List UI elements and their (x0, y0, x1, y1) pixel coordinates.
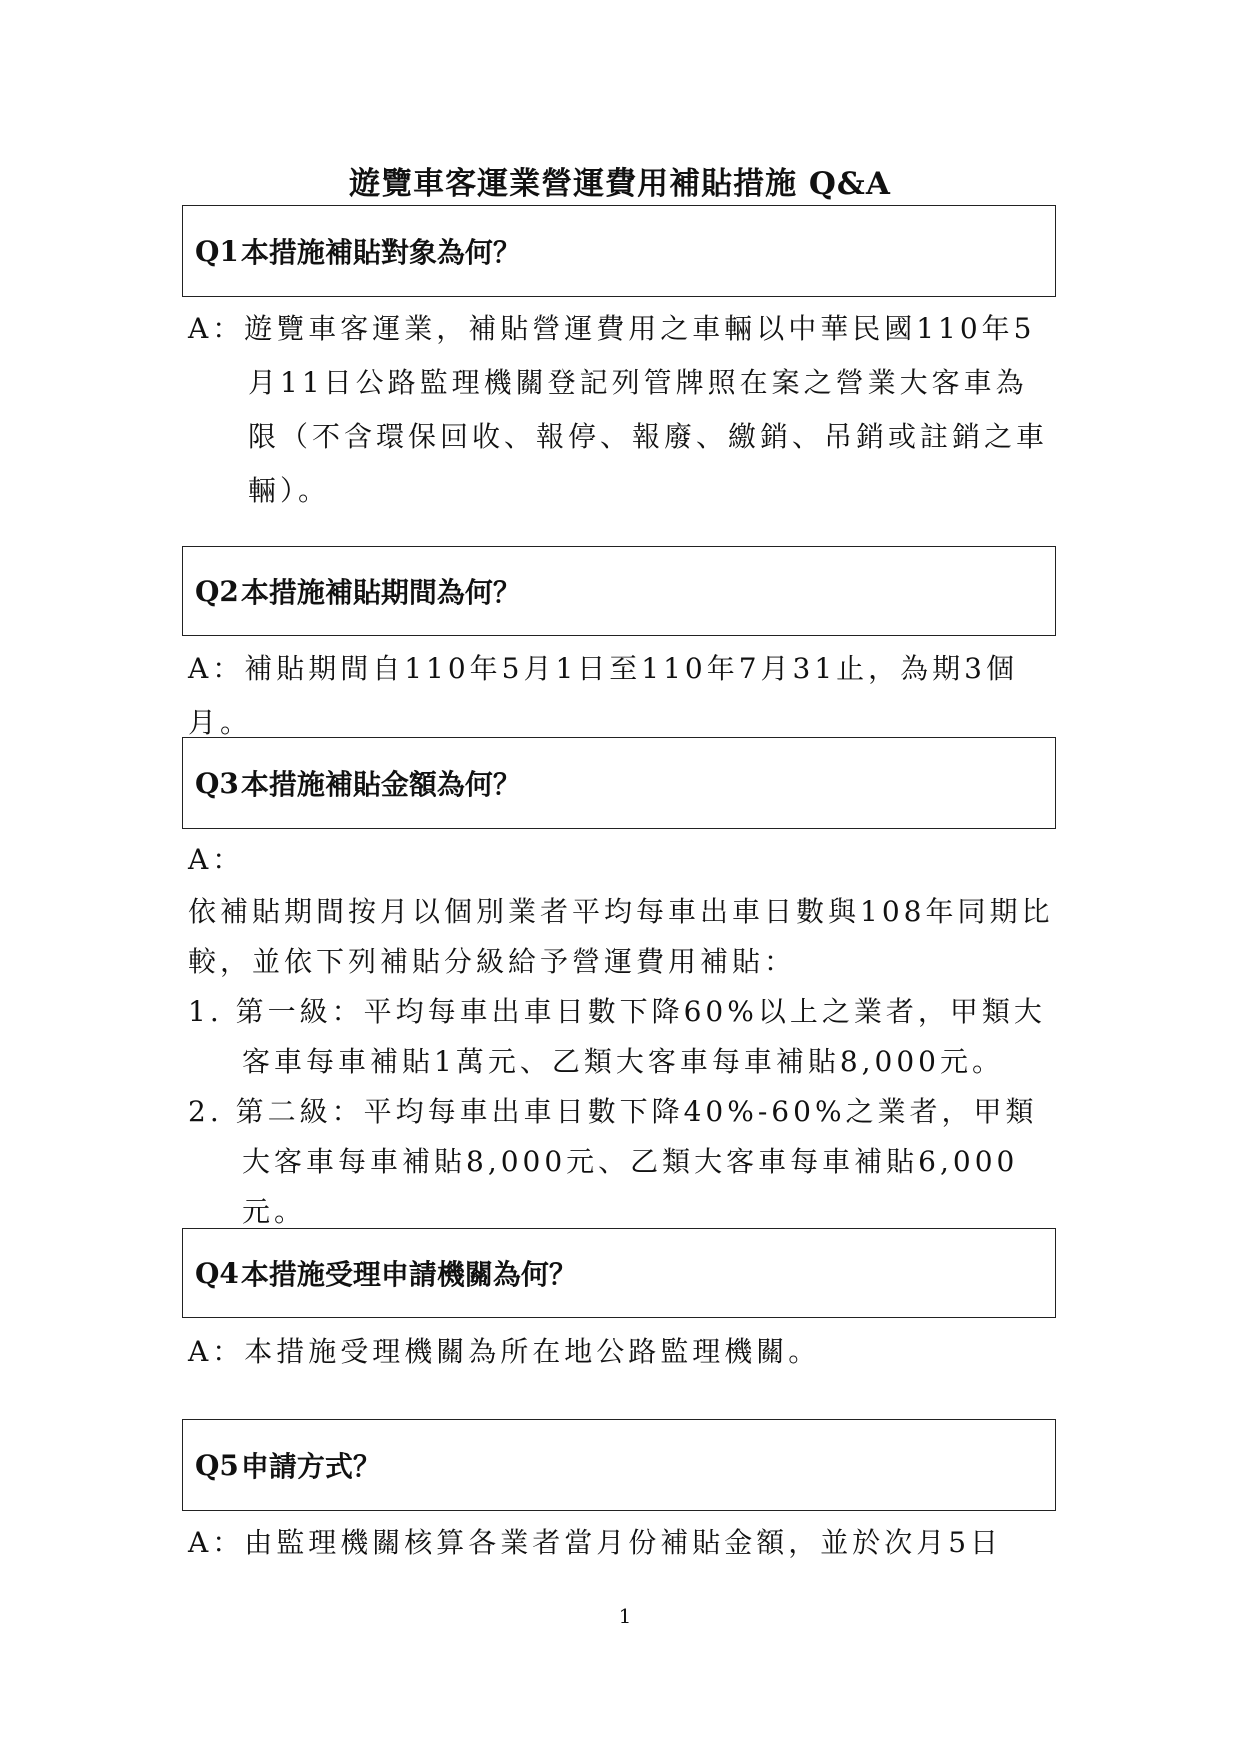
question-text: 申請方式？ (240, 1450, 381, 1483)
page-number: 1 (618, 1604, 632, 1628)
answer-q1 (188, 302, 1058, 518)
question-box-q2 (182, 546, 1056, 636)
question-text: 本措施補貼期間為何？ (240, 576, 521, 609)
question-text: 本措施受理申請機關為何？ (240, 1258, 577, 1291)
question-id: Q3 (195, 766, 239, 800)
answer-text: A：補貼期間自110年5月1日至110年7月31止，為期3個月。 (188, 652, 1018, 739)
question-text: 本措施補貼對象為何？ (240, 236, 521, 269)
document-title: 遊覽車客運業營運費用補貼措施 Q&A (349, 166, 891, 202)
answer-q4 (188, 1325, 1058, 1379)
answer-q3 (188, 835, 1058, 1237)
answer-intro: 依補貼期間按月以個別業者平均每車出車日數與108年同期比較，並依下列補貼分級給予營運費用補貼： (188, 895, 1054, 978)
question-box-q4 (182, 1228, 1056, 1318)
answer-prefix: A： (188, 843, 245, 876)
answer-text: A：由監理機關核算各業者當月份補貼金額，並於次月5日 (188, 1526, 1003, 1559)
question-box-q3 (182, 737, 1056, 829)
question-id: Q1 (195, 234, 239, 268)
question-id: Q2 (195, 574, 239, 608)
question-box-q1 (182, 205, 1056, 297)
question-text: 本措施補貼金額為何？ (240, 768, 521, 801)
answer-q2 (188, 642, 1058, 750)
question-box-q5 (182, 1419, 1056, 1511)
answer-q5 (188, 1516, 1058, 1570)
answer-text: A：遊覽車客運業，補貼營運費用之車輛以中華民國110年5月11日公路監理機關登記列管牌照在案之營業大客車為限（不含環保回收、報停、報廢、繳銷、吊銷或註銷之車輛）。 (188, 312, 1049, 507)
question-id: Q4 (195, 1256, 239, 1290)
question-id: Q5 (195, 1448, 239, 1482)
list-item: 2. 第二級：平均每車出車日數下降40%-60%之業者，甲類大客車每車補貼8,000元、乙類大客車每車補貼6,000元。 (188, 1095, 1038, 1228)
answer-text: A：本措施受理機關為所在地公路監理機關。 (188, 1335, 821, 1368)
list-item: 1. 第一級：平均每車出車日數下降60%以上之業者，甲類大客車每車補貼1萬元、乙類大客車每車補貼8,000元。 (188, 995, 1046, 1078)
